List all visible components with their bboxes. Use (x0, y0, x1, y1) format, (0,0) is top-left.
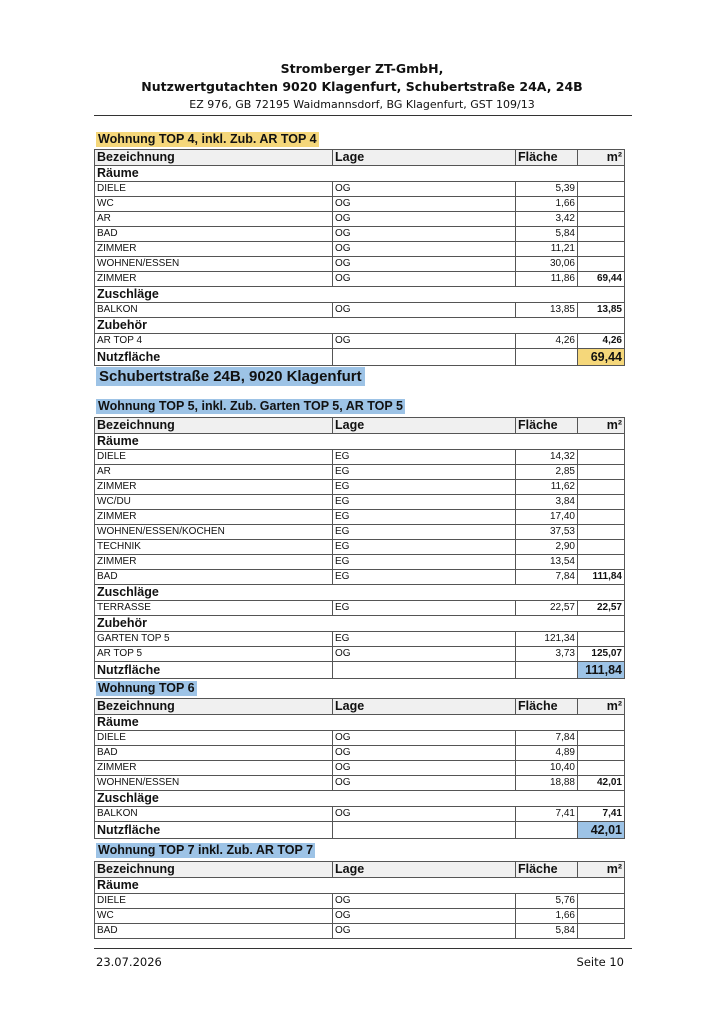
area-table (94, 861, 625, 939)
group-row (95, 616, 625, 632)
row-name: BALKON (95, 303, 333, 318)
row-m2: 111,84 (578, 570, 625, 585)
unit-title: Wohnung TOP 7 inkl. Zub. AR TOP 7 (98, 843, 314, 857)
row-lage: OG (333, 227, 516, 242)
row-lage (333, 822, 516, 839)
row-flaeche: 11,21 (516, 242, 578, 257)
row-name: WC/DU (95, 495, 333, 510)
group-row (95, 434, 625, 450)
table-row (95, 570, 625, 585)
table-row (95, 227, 625, 242)
footer-date: 23.07.2026 (96, 955, 162, 969)
nutzflaeche-row (95, 662, 625, 679)
row-flaeche: 18,88 (516, 776, 578, 791)
row-lage: EG (333, 570, 516, 585)
row-m2 (578, 525, 625, 540)
row-flaeche: 7,84 (516, 570, 578, 585)
column-header-lage: Lage (333, 862, 516, 878)
table-row (95, 334, 625, 349)
row-flaeche: 17,40 (516, 510, 578, 525)
table-row (95, 807, 625, 822)
row-m2: 22,57 (578, 601, 625, 616)
row-m2: 4,26 (578, 334, 625, 349)
nutzflaeche-total: 69,44 (578, 349, 625, 366)
group-row (95, 715, 625, 731)
row-lage: EG (333, 632, 516, 647)
row-flaeche (516, 349, 578, 366)
row-flaeche: 11,86 (516, 272, 578, 287)
nutzflaeche-row (95, 822, 625, 839)
row-flaeche: 11,62 (516, 480, 578, 495)
table-row (95, 242, 625, 257)
row-name: WC (95, 909, 333, 924)
area-table (94, 149, 625, 366)
nutzflaeche-label: Nutzfläche (95, 662, 333, 679)
table-header (95, 862, 625, 878)
table-row (95, 761, 625, 776)
area-table (94, 417, 625, 679)
row-flaeche: 13,85 (516, 303, 578, 318)
column-header-m2: m² (578, 699, 625, 715)
nutzflaeche-label: Nutzfläche (95, 822, 333, 839)
row-m2: 42,01 (578, 776, 625, 791)
row-m2 (578, 465, 625, 480)
row-name: ZIMMER (95, 555, 333, 570)
table-row (95, 731, 625, 746)
row-flaeche (516, 662, 578, 679)
row-lage: OG (333, 257, 516, 272)
row-lage: EG (333, 540, 516, 555)
row-flaeche: 13,54 (516, 555, 578, 570)
row-name: ZIMMER (95, 272, 333, 287)
column-header-lage: Lage (333, 150, 516, 166)
row-flaeche: 7,41 (516, 807, 578, 822)
row-flaeche: 22,57 (516, 601, 578, 616)
row-flaeche: 5,84 (516, 227, 578, 242)
row-lage: EG (333, 601, 516, 616)
row-m2 (578, 909, 625, 924)
table-header (95, 150, 625, 166)
nutzflaeche-row (95, 349, 625, 366)
table-row (95, 510, 625, 525)
row-m2 (578, 480, 625, 495)
row-lage: OG (333, 212, 516, 227)
row-name: BAD (95, 570, 333, 585)
row-name: TERRASSE (95, 601, 333, 616)
group-label: Räume (95, 878, 625, 894)
row-name: WOHNEN/ESSEN/KOCHEN (95, 525, 333, 540)
row-flaeche: 7,84 (516, 731, 578, 746)
group-row (95, 318, 625, 334)
row-lage: EG (333, 495, 516, 510)
row-m2 (578, 540, 625, 555)
row-m2 (578, 227, 625, 242)
row-flaeche: 4,26 (516, 334, 578, 349)
row-m2 (578, 197, 625, 212)
row-name: DIELE (95, 731, 333, 746)
row-m2 (578, 242, 625, 257)
row-flaeche: 1,66 (516, 909, 578, 924)
row-m2 (578, 761, 625, 776)
row-m2 (578, 555, 625, 570)
row-m2 (578, 924, 625, 939)
unit-title: Wohnung TOP 4, inkl. Zub. AR TOP 4 (98, 132, 317, 146)
row-m2 (578, 212, 625, 227)
table-row (95, 495, 625, 510)
report-title: Nutzwertgutachten 9020 Klagenfurt, Schubertstraße 24A, 24B (141, 79, 583, 94)
column-header-flaeche: Fläche (516, 862, 578, 878)
table-row (95, 555, 625, 570)
row-name: BAD (95, 924, 333, 939)
row-lage: OG (333, 182, 516, 197)
column-header-m2: m² (578, 150, 625, 166)
group-label: Zubehör (95, 318, 625, 334)
table-row (95, 525, 625, 540)
group-row (95, 166, 625, 182)
row-flaeche: 1,66 (516, 197, 578, 212)
row-lage: EG (333, 465, 516, 480)
row-m2: 125,07 (578, 647, 625, 662)
row-flaeche: 14,32 (516, 450, 578, 465)
row-name: ZIMMER (95, 480, 333, 495)
row-lage: EG (333, 555, 516, 570)
row-flaeche (516, 822, 578, 839)
group-row (95, 791, 625, 807)
row-lage: OG (333, 776, 516, 791)
row-lage: OG (333, 647, 516, 662)
row-name: GARTEN TOP 5 (95, 632, 333, 647)
group-label: Räume (95, 434, 625, 450)
row-name: AR (95, 212, 333, 227)
row-name: AR TOP 5 (95, 647, 333, 662)
building-title: Schubertstraße 24B, 9020 Klagenfurt (96, 367, 365, 386)
row-m2 (578, 731, 625, 746)
row-flaeche: 2,85 (516, 465, 578, 480)
table-row (95, 480, 625, 495)
table-row (95, 465, 625, 480)
row-lage (333, 662, 516, 679)
row-flaeche: 3,42 (516, 212, 578, 227)
row-flaeche: 5,39 (516, 182, 578, 197)
row-name: WOHNEN/ESSEN (95, 257, 333, 272)
table-row (95, 257, 625, 272)
row-lage: EG (333, 525, 516, 540)
row-m2 (578, 894, 625, 909)
document-header (0, 60, 724, 113)
page-number: Seite 10 (576, 955, 624, 969)
row-lage: OG (333, 746, 516, 761)
column-header-bezeichnung: Bezeichnung (95, 150, 333, 166)
column-header-flaeche: Fläche (516, 418, 578, 434)
row-flaeche: 5,76 (516, 894, 578, 909)
unit-title: Wohnung TOP 5, inkl. Zub. Garten TOP 5, AR TOP 5 (98, 399, 403, 413)
row-m2 (578, 632, 625, 647)
row-name: AR (95, 465, 333, 480)
row-name: BAD (95, 227, 333, 242)
area-table (94, 698, 625, 839)
row-flaeche: 10,40 (516, 761, 578, 776)
row-name: BALKON (95, 807, 333, 822)
row-flaeche: 121,34 (516, 632, 578, 647)
group-row (95, 287, 625, 303)
row-m2: 13,85 (578, 303, 625, 318)
row-lage: OG (333, 303, 516, 318)
column-header-m2: m² (578, 862, 625, 878)
row-name: AR TOP 4 (95, 334, 333, 349)
column-header-lage: Lage (333, 418, 516, 434)
row-lage: EG (333, 450, 516, 465)
table-row (95, 540, 625, 555)
row-flaeche: 3,84 (516, 495, 578, 510)
row-name: ZIMMER (95, 510, 333, 525)
row-lage: EG (333, 480, 516, 495)
column-header-m2: m² (578, 418, 625, 434)
table-row (95, 924, 625, 939)
row-lage: OG (333, 334, 516, 349)
group-row (95, 585, 625, 601)
table-row (95, 647, 625, 662)
row-lage (333, 349, 516, 366)
column-header-bezeichnung: Bezeichnung (95, 418, 333, 434)
row-m2 (578, 746, 625, 761)
row-m2: 69,44 (578, 272, 625, 287)
row-name: DIELE (95, 182, 333, 197)
unit-title: Wohnung TOP 6 (98, 681, 195, 695)
row-m2: 7,41 (578, 807, 625, 822)
column-header-flaeche: Fläche (516, 150, 578, 166)
group-label: Zuschläge (95, 585, 625, 601)
row-flaeche: 37,53 (516, 525, 578, 540)
table-row (95, 212, 625, 227)
group-row (95, 878, 625, 894)
row-name: DIELE (95, 894, 333, 909)
row-lage: OG (333, 807, 516, 822)
row-name: BAD (95, 746, 333, 761)
table-row (95, 182, 625, 197)
column-header-bezeichnung: Bezeichnung (95, 862, 333, 878)
row-lage: OG (333, 894, 516, 909)
group-label: Zubehör (95, 616, 625, 632)
row-lage: OG (333, 924, 516, 939)
row-flaeche: 30,06 (516, 257, 578, 272)
nutzflaeche-label: Nutzfläche (95, 349, 333, 366)
row-name: ZIMMER (95, 242, 333, 257)
table-row (95, 450, 625, 465)
row-lage: OG (333, 242, 516, 257)
row-m2 (578, 182, 625, 197)
row-lage: OG (333, 197, 516, 212)
nutzflaeche-total: 42,01 (578, 822, 625, 839)
table-row (95, 746, 625, 761)
row-name: DIELE (95, 450, 333, 465)
row-m2 (578, 450, 625, 465)
group-label: Zuschläge (95, 791, 625, 807)
group-label: Räume (95, 715, 625, 731)
table-header (95, 418, 625, 434)
column-header-lage: Lage (333, 699, 516, 715)
row-m2 (578, 257, 625, 272)
table-row (95, 909, 625, 924)
table-row (95, 272, 625, 287)
row-name: ZIMMER (95, 761, 333, 776)
table-header (95, 699, 625, 715)
row-lage: OG (333, 731, 516, 746)
table-row (95, 894, 625, 909)
group-label: Räume (95, 166, 625, 182)
row-flaeche: 3,73 (516, 647, 578, 662)
table-row (95, 776, 625, 791)
header-divider (94, 115, 632, 116)
table-row (95, 601, 625, 616)
row-name: TECHNIK (95, 540, 333, 555)
row-lage: OG (333, 761, 516, 776)
row-flaeche: 5,84 (516, 924, 578, 939)
table-row (95, 197, 625, 212)
table-row (95, 303, 625, 318)
row-m2 (578, 510, 625, 525)
column-header-flaeche: Fläche (516, 699, 578, 715)
row-m2 (578, 495, 625, 510)
row-name: WOHNEN/ESSEN (95, 776, 333, 791)
row-name: WC (95, 197, 333, 212)
property-reference: EZ 976, GB 72195 Waidmannsdorf, BG Klagenfurt, GST 109/13 (189, 98, 535, 111)
row-lage: OG (333, 909, 516, 924)
footer-divider (94, 948, 632, 949)
row-flaeche: 2,90 (516, 540, 578, 555)
column-header-bezeichnung: Bezeichnung (95, 699, 333, 715)
row-lage: EG (333, 510, 516, 525)
nutzflaeche-total: 111,84 (578, 662, 625, 679)
table-row (95, 632, 625, 647)
company-name: Stromberger ZT-GmbH, (280, 61, 444, 76)
group-label: Zuschläge (95, 287, 625, 303)
row-lage: OG (333, 272, 516, 287)
row-flaeche: 4,89 (516, 746, 578, 761)
